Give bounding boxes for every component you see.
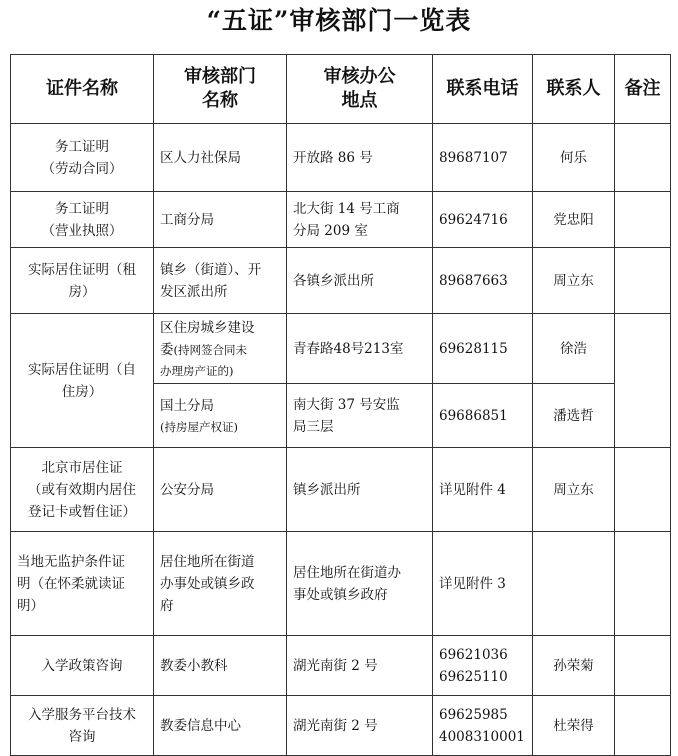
phone-cell: 69628115 [433,314,533,384]
dept-cell: 教委小教科 [154,636,287,696]
remark-cell [615,248,671,314]
place-cell: 南大街 37 号安监 局三层 [287,384,433,448]
cert-name-cell: 北京市居住证 （或有效期内居住 登记卡或暂住证） [11,448,154,532]
contact-cell: 周立东 [533,448,615,532]
table-row [11,532,671,636]
table-header-row [11,55,671,124]
dept-cell: 居住地所在街道 办事处或镇乡政 府 [154,532,287,636]
cert-name-cell: 入学服务平台技术 咨询 [11,696,154,756]
table-row [11,636,671,696]
contact-cell: 周立东 [533,248,615,314]
remark-cell [615,192,671,248]
phone-cell: 89687663 [433,248,533,314]
place-cell: 镇乡派出所 [287,448,433,532]
cert-name-cell: 当地无监护条件证 明（在怀柔就读证 明） [11,532,154,636]
header-remark: 备注 [615,55,671,124]
remark-cell [615,448,671,532]
place-cell: 各镇乡派出所 [287,248,433,314]
phone-cell: 详见附件 3 [433,532,533,636]
dept-cell: 工商分局 [154,192,287,248]
contact-cell: 孙荣菊 [533,636,615,696]
contact-cell: 徐浩 [533,314,615,384]
phone-cell: 89687107 [433,124,533,192]
cert-name-cell: 务工证明 （劳动合同） [11,124,154,192]
phone-cell: 69621036 69625110 [433,636,533,696]
contact-cell: 何乐 [533,124,615,192]
header-phone: 联系电话 [433,55,533,124]
contact-cell: 杜荣得 [533,696,615,756]
phone-cell: 69624716 [433,192,533,248]
place-cell: 北大街 14 号工商 分局 209 室 [287,192,433,248]
dept-cell: 国土分局 (持房屋产权证) [154,384,287,448]
table-row [11,314,671,384]
phone-cell: 详见附件 4 [433,448,533,532]
remark-cell [615,532,671,636]
contact-cell: 潘选哲 [533,384,615,448]
dept-cell: 区人力社保局 [154,124,287,192]
place-cell: 湖光南街 2 号 [287,696,433,756]
header-dept: 审核部门 名称 [154,55,287,124]
remark-cell [615,636,671,696]
place-cell: 居住地所在街道办 事处或镇乡政府 [287,532,433,636]
header-cert-name: 证件名称 [11,55,154,124]
remark-cell [615,696,671,756]
header-place: 审核办公 地点 [287,55,433,124]
phone-cell: 69686851 [433,384,533,448]
contact-cell [533,532,615,636]
table-row [11,124,671,192]
contact-cell: 党忠阳 [533,192,615,248]
cert-name-cell: 实际居住证明（租 房） [11,248,154,314]
page-title: “五证”审核部门一览表 [206,6,472,35]
cert-name-cell: 务工证明 （营业执照） [11,192,154,248]
cert-name-cell: 入学政策咨询 [11,636,154,696]
table-row [11,248,671,314]
phone-cell: 69625985 4008310001 [433,696,533,756]
dept-cell: 公安分局 [154,448,287,532]
header-contact: 联系人 [533,55,615,124]
remark-cell [615,314,671,448]
table-row [11,192,671,248]
cert-name-cell: 实际居住证明（自 住房） [11,314,154,448]
dept-cell: 教委信息中心 [154,696,287,756]
place-cell: 湖光南街 2 号 [287,636,433,696]
place-cell: 青春路48号213室 [287,314,433,384]
table-row [11,696,671,756]
dept-cell: 区住房城乡建设 委(持网签合同未 办理房产证的) [154,314,287,384]
place-cell: 开放路 86 号 [287,124,433,192]
remark-cell [615,124,671,192]
table-row [11,448,671,532]
dept-cell: 镇乡（街道）、开 发区派出所 [154,248,287,314]
review-department-table [10,54,671,756]
